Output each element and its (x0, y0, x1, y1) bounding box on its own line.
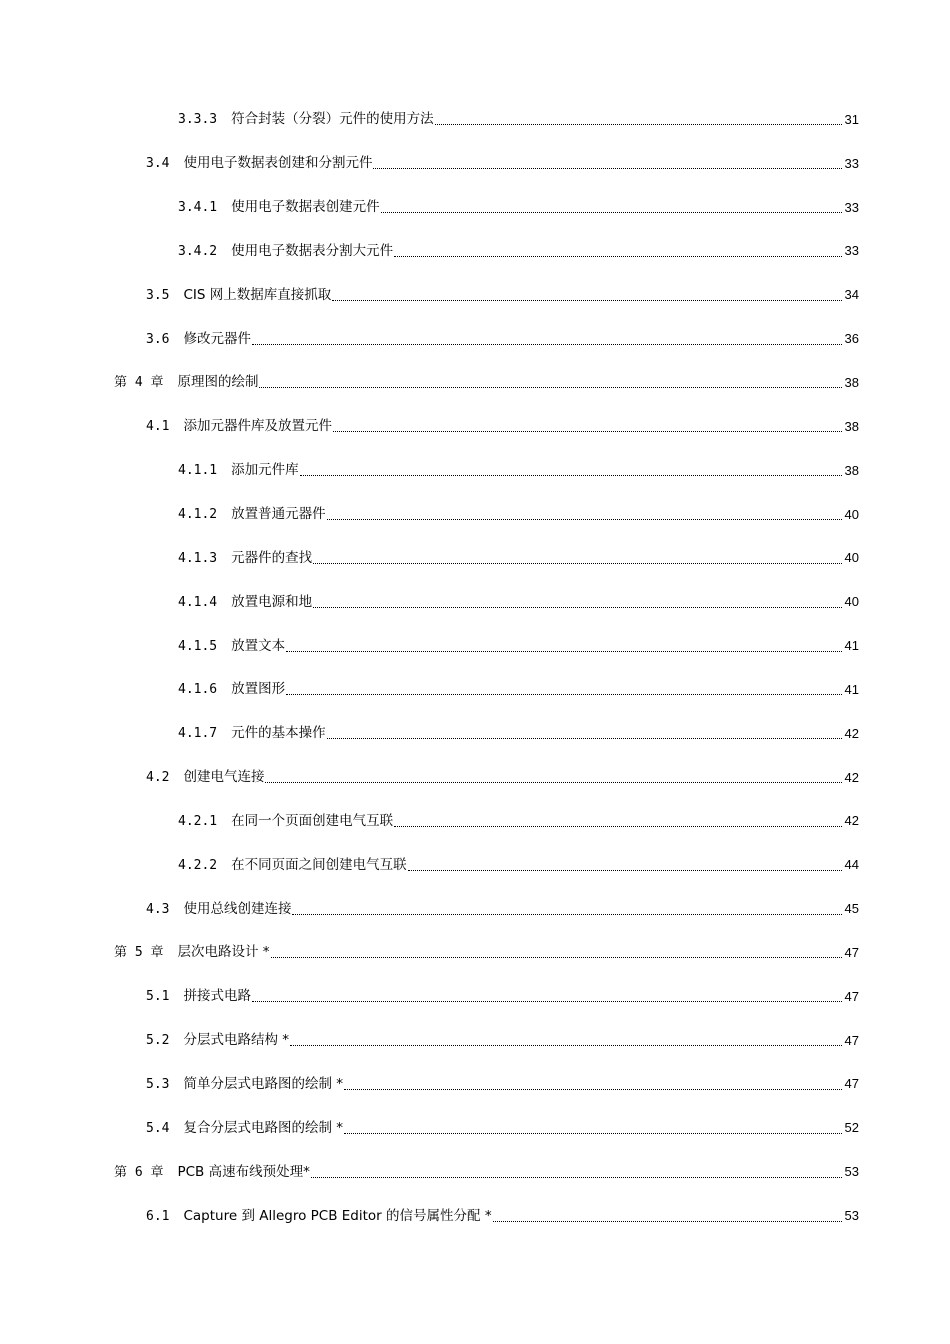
toc-entry-title (178, 857, 407, 874)
toc-dot-leader (327, 738, 842, 739)
toc-entry-text: 放置图形 (231, 681, 286, 698)
toc-page-number: 42 (844, 813, 859, 829)
toc-entry-text: 添加元件库 (231, 462, 299, 479)
toc-dot-leader (252, 1001, 842, 1002)
toc-page-number: 33 (844, 155, 859, 171)
toc-entry[interactable] (0, 405, 950, 449)
toc-dot-leader (311, 1177, 842, 1178)
toc-entry[interactable] (0, 624, 950, 668)
toc-page-number: 47 (844, 944, 859, 960)
toc-entry-text: 放置普通元器件 (231, 506, 326, 523)
toc-entry-title (114, 1164, 310, 1181)
toc-page-number: 41 (844, 638, 859, 654)
toc-entry-title (146, 1076, 343, 1093)
toc-entry[interactable] (0, 931, 950, 975)
toc-entry-title (114, 374, 258, 391)
toc-page-number: 53 (844, 1208, 859, 1224)
toc-entry-text: 复合分层式电路图的绘制 * (183, 1119, 344, 1136)
toc-entry-number: 4.2.2 (178, 857, 218, 873)
toc-entry-number: 6.1 (146, 1208, 170, 1224)
toc-entry[interactable] (0, 493, 950, 537)
toc-entry[interactable] (0, 712, 950, 756)
toc-entry-text: CIS 网上数据库直接抓取 (183, 286, 332, 303)
toc-entry-number: 5.1 (146, 989, 170, 1005)
toc-dot-leader (265, 782, 842, 783)
toc-dot-leader (435, 124, 842, 125)
toc-entry-title (146, 901, 291, 918)
toc-page-number: 38 (844, 374, 859, 390)
toc-dot-leader (259, 387, 842, 388)
toc-entry-number: 4.1.5 (178, 638, 218, 654)
toc-entry-number: 4.1.7 (178, 726, 218, 742)
toc-entry-number: 3.3.3 (178, 112, 218, 128)
toc-entry[interactable] (0, 361, 950, 405)
toc-entry-text: 符合封装（分裂）元件的使用方法 (231, 111, 434, 128)
toc-entry-number: 4.2.1 (178, 813, 218, 829)
toc-dot-leader (333, 431, 842, 432)
toc-entry-text: PCB 高速布线预处理* (177, 1163, 310, 1180)
toc-page-number: 44 (844, 857, 859, 873)
toc-entry-text: 使用电子数据表分割大元件 (231, 242, 394, 259)
toc-entry-title (146, 155, 372, 172)
toc-entry[interactable] (0, 975, 950, 1019)
toc-entry-text: 使用电子数据表创建和分割元件 (183, 155, 373, 172)
toc-entry-title (178, 725, 326, 742)
toc-entry-number: 5.2 (146, 1033, 170, 1049)
toc-dot-leader (286, 694, 842, 695)
toc-entry-text: 创建电气连接 (183, 769, 265, 786)
toc-entry-title (178, 243, 393, 260)
toc-entry-title (178, 199, 380, 216)
toc-entry-text: 元件的基本操作 (231, 725, 326, 742)
toc-dot-leader (408, 870, 842, 871)
toc-entry-text: Capture 到 Allegro PCB Editor 的信号属性分配 * (183, 1207, 492, 1224)
toc-entry-title (178, 506, 326, 523)
toc-entry[interactable] (0, 536, 950, 580)
toc-entry-text: 放置电源和地 (231, 593, 313, 610)
toc-entry[interactable] (0, 756, 950, 800)
toc-entry-title (146, 287, 331, 304)
toc-entry[interactable] (0, 1019, 950, 1063)
toc-entry-text: 原理图的绘制 (177, 374, 259, 391)
toc-page-number: 34 (844, 287, 859, 303)
toc-entry-title (146, 1208, 492, 1225)
toc-entry-title (178, 638, 285, 655)
toc-entry-text: 分层式电路结构 * (183, 1032, 290, 1049)
toc-entry-title (178, 462, 299, 479)
toc-entry[interactable] (0, 887, 950, 931)
toc-page-number: 40 (844, 506, 859, 522)
toc-entry-text: 层次电路设计 * (177, 944, 270, 961)
toc-dot-leader (344, 1089, 842, 1090)
toc-page-number: 47 (844, 1076, 859, 1092)
toc-entry-title (146, 988, 251, 1005)
toc-entry[interactable] (0, 186, 950, 230)
toc-page-number: 40 (844, 594, 859, 610)
toc-entry[interactable] (0, 800, 950, 844)
toc-entry-text: 修改元器件 (183, 330, 251, 347)
toc-entry-title (146, 418, 332, 435)
toc-entry-number: 4.1 (146, 419, 170, 435)
toc-entry-number: 4.1.4 (178, 594, 218, 610)
toc-entry-number: 第 6 章 (114, 1164, 164, 1180)
toc-dot-leader (252, 344, 842, 345)
toc-entry-number: 第 5 章 (114, 945, 164, 961)
toc-page-number: 42 (844, 725, 859, 741)
toc-entry-text: 添加元器件库及放置元件 (183, 418, 332, 435)
toc-entry-title (114, 944, 270, 961)
toc-entry-number: 4.1.6 (178, 682, 218, 698)
toc-dot-leader (381, 212, 842, 213)
toc-dot-leader (394, 256, 842, 257)
toc-entry-number: 3.4.2 (178, 243, 218, 259)
toc-dot-leader (327, 519, 842, 520)
toc-page-number: 52 (844, 1120, 859, 1136)
toc-page-number: 36 (844, 331, 859, 347)
toc-entry-text: 在不同页面之间创建电气互联 (231, 856, 407, 873)
toc-entry-text: 在同一个页面创建电气互联 (231, 812, 394, 829)
toc-entry-title (146, 1120, 343, 1137)
toc-entry-title (178, 813, 393, 830)
toc-entry[interactable] (0, 1063, 950, 1107)
toc-page-number: 42 (844, 769, 859, 785)
toc-entry-number: 3.5 (146, 287, 170, 303)
toc-page-number: 33 (844, 243, 859, 259)
toc-page-number: 47 (844, 988, 859, 1004)
toc-dot-leader (313, 563, 842, 564)
toc-entry-text: 放置文本 (231, 637, 286, 654)
toc-entry-number: 3.4 (146, 156, 170, 172)
toc-dot-leader (394, 826, 842, 827)
toc-entry-number: 5.3 (146, 1076, 170, 1092)
toc-entry-number: 3.6 (146, 331, 170, 347)
toc-dot-leader (332, 300, 842, 301)
toc-entry-number: 5.4 (146, 1120, 170, 1136)
toc-page-number: 38 (844, 418, 859, 434)
toc-entry-text: 使用电子数据表创建元件 (231, 199, 380, 216)
toc-page-number: 38 (844, 462, 859, 478)
toc-entry-title (146, 331, 251, 348)
toc-entry-text: 拼接式电路 (183, 988, 251, 1005)
toc-page-number: 40 (844, 550, 859, 566)
toc-entry-number: 4.1.2 (178, 507, 218, 523)
toc-entry[interactable] (0, 142, 950, 186)
toc-dot-leader (493, 1221, 842, 1222)
toc-entry[interactable] (0, 230, 950, 274)
toc-entry-text: 简单分层式电路图的绘制 * (183, 1075, 344, 1092)
toc-entry-title (146, 769, 264, 786)
toc-entry[interactable] (0, 580, 950, 624)
toc-entry-number: 4.2 (146, 770, 170, 786)
toc-page-number: 33 (844, 199, 859, 215)
toc-entry-text: 使用总线创建连接 (183, 900, 292, 917)
toc-dot-leader (271, 957, 842, 958)
toc-entry-number: 第 4 章 (114, 375, 164, 391)
toc-entry-title (178, 681, 285, 698)
toc-entry-number: 3.4.1 (178, 200, 218, 216)
toc-dot-leader (373, 168, 842, 169)
toc-page-number: 41 (844, 681, 859, 697)
toc-entry-title (178, 111, 434, 128)
toc-entry[interactable] (0, 317, 950, 361)
toc-entry-number: 4.1.1 (178, 463, 218, 479)
toc-page-number: 45 (844, 901, 859, 917)
toc-dot-leader (313, 607, 842, 608)
toc-entry[interactable] (0, 668, 950, 712)
toc-dot-leader (344, 1133, 842, 1134)
toc-page-number: 53 (844, 1164, 859, 1180)
toc-entry-title (178, 594, 312, 611)
toc-entry[interactable] (0, 449, 950, 493)
toc-page-number: 31 (844, 111, 859, 127)
toc-entry-title (178, 550, 312, 567)
toc-dot-leader (290, 1045, 842, 1046)
toc-entry-title (146, 1032, 289, 1049)
toc-entry[interactable] (0, 1150, 950, 1194)
toc-entry-number: 4.1.3 (178, 550, 218, 566)
table-of-contents (0, 98, 950, 1238)
toc-dot-leader (300, 475, 842, 476)
toc-page-number: 47 (844, 1032, 859, 1048)
toc-entry[interactable] (0, 1194, 950, 1238)
toc-dot-leader (286, 651, 842, 652)
toc-entry-number: 4.3 (146, 901, 170, 917)
toc-entry[interactable] (0, 273, 950, 317)
toc-entry[interactable] (0, 843, 950, 887)
toc-dot-leader (292, 914, 842, 915)
toc-entry[interactable] (0, 1106, 950, 1150)
toc-entry[interactable] (0, 98, 950, 142)
toc-entry-text: 元器件的查找 (231, 549, 313, 566)
